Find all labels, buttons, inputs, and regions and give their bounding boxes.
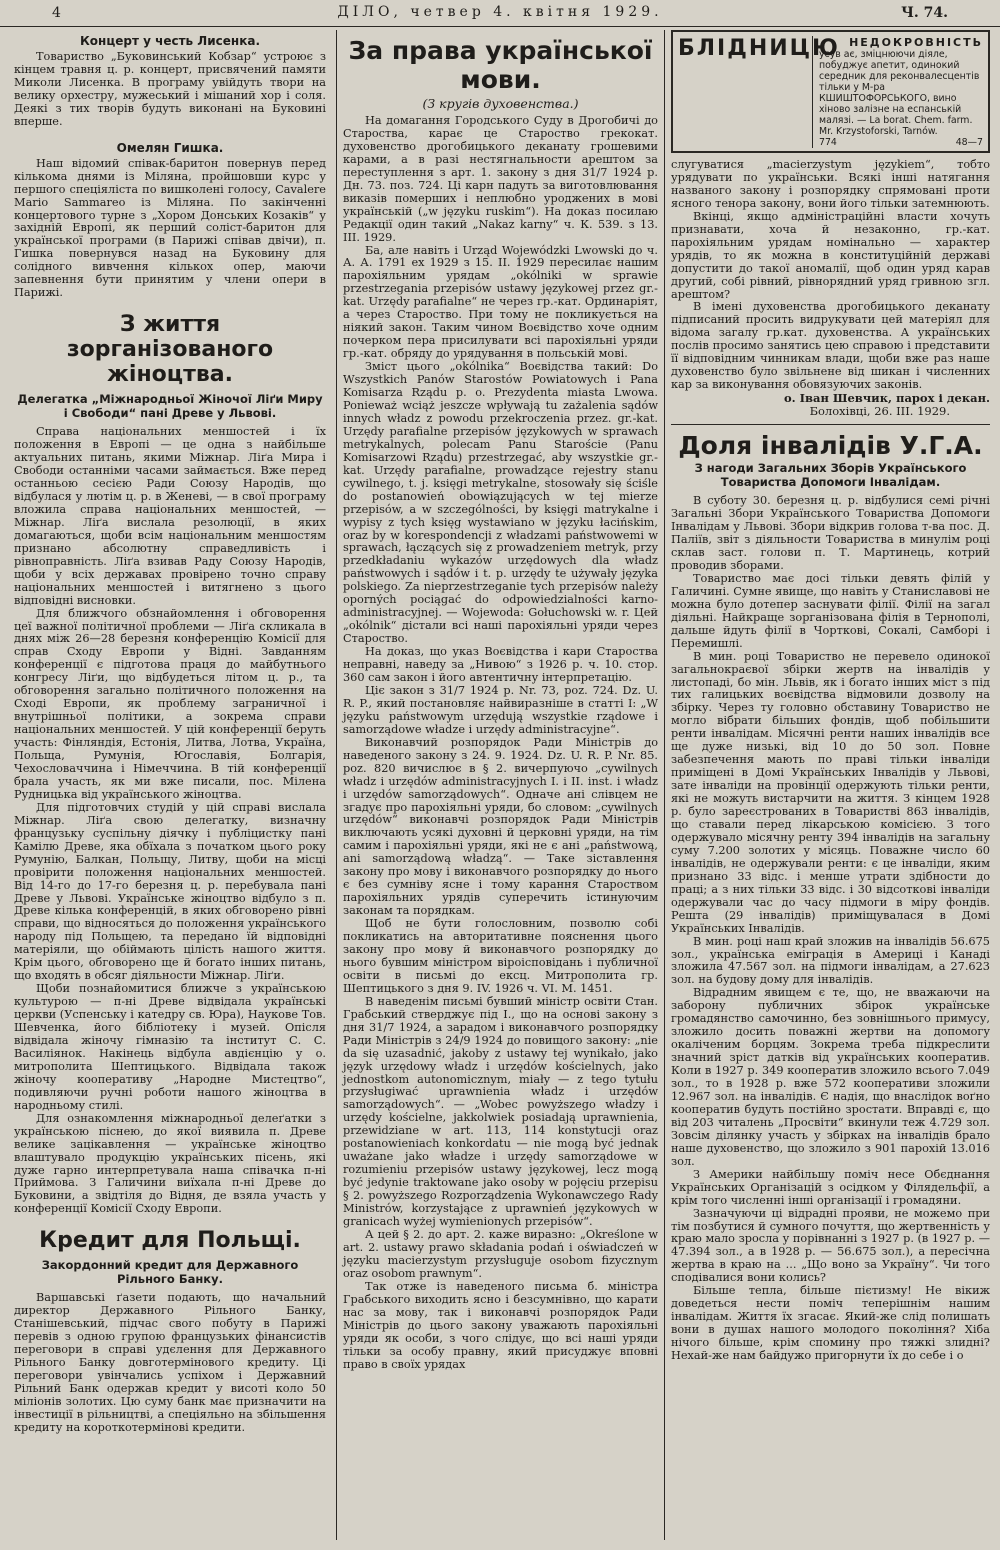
language-rights-headline: За права української мови. bbox=[348, 36, 653, 94]
language-paragraph: А цей § 2. до арт. 2. каже виразно: „Określone w art. 2. ustawy prawo składania podań i oświadczeń w języku macierzystym przysługuje osobom fizycznym oraz osobom prawnym“. bbox=[343, 1227, 658, 1280]
invalids-paragraph: В мин. році наш край зложив на інвалідів 56.675 зол., українська еміграція в Америці і Канаді зложила 47.567 зол. на підмоги інвалідам, а 27.623 зол. на будову дому для інвалідів. bbox=[671, 934, 990, 987]
invalids-paragraph: Більше тепла, більше пієтизму! Не вікиж доведеться нести поміч теперішнім нашим інвалідам. Життя їх згасає. Який-же слід полишать вони в душах нашого молодого покоління? Хіба нічого більше, крім спомину про тяжкі злидні? Нехай-же нам байдужо пригорнути їх до себе і о bbox=[671, 1284, 990, 1363]
place-date: Болохівці, 26. ІІІ. 1929. bbox=[809, 404, 950, 419]
language-paragraph: Щоб не бути голословним, позволю собі покликатись на авторитативне пояснення цього закону про мову й виконавчого розпорядку до нього бувшим міністром віроісповідань і публичної освіти в письмі до ексц. Митрополита гр. Шептицького з дня 9. IV. 1926 ч. VI. М. 1451. bbox=[343, 917, 658, 995]
invalids-paragraph: Товариство має досі тільки девять філій у Галичині. Сумне явище, що навіть у Станиславові не можна було дотепер заснувати філії. Філії на загал діяльні. Найкраще зорганізована філія в Тернополі, дальше йдуть філії в Чорткові, Сокалі, Самборі і Перемишлі. bbox=[671, 571, 990, 650]
women-subheadline: Делегатка „Міжнародньої Жіночої Ліґи Миру і Свободи“ пані Древе у Львові. bbox=[17, 392, 323, 420]
women-paragraph: Для ознакомлення міжнародньої делеґатки з українською піснею, до якої виявила п. Древе велике зацікавлення — українське жіноцтво влаштувало продукцію українських пісень, які дуже гарно интерпретувала наша співачка п-ні Приймова. З Галичини виїхала п-ні Древе до Буковини, а звідтіля до Відня, де взяла участь у конференції Комісії Сходу Европи. bbox=[14, 1111, 326, 1216]
women-paragraph: Справа національних меншостей і їх положення в Европі — це одна з найбільше актуальних питань, якими Міжнар. Ліґа Мира і Свободи останніми часами займається. Вже перед останньою сесією Ради Союзу Народів, що відбулася у лютім ц. р. в Женеві, — в свої програму вложила справа національних меншостей, — Міжнар. Ліґа вислала резолюції, в яких домагаються, щоби всім національним меншостям признано абсолютну справедливість і рівноправність. Ліґа взивав Раду Союзу Народів, щоби у всіх державах провірено точно справу національних меншостей і витягнено з цього відповідні висновки. bbox=[14, 425, 326, 607]
invalids-subheadline: З нагоди Загальних Зборів Українського Товариства Допомоги Інвалідам. bbox=[694, 461, 967, 489]
ad-code-left: 774 bbox=[819, 137, 837, 148]
ad-headline: НЕДОКРОВНІСТЬ bbox=[849, 36, 983, 49]
women-paragraph: Щоби познайомитися ближче з українською культурою — п-ні Древе відвідала українські церкви (Успенську і катедру св. Юра), Наукове Тов. Шевченка, його бібліотеку і музей. Опісля відвідала жіночу гімназію та інститут С. С. Василіянок. Накінець відбула авдієнцію у о. митрополита Шептицького. Відвідала також жіночу кооперативу „Народне Мистецтво“, подивляючи ручні роботи нашого жіноцтва в народньому стилі. bbox=[14, 982, 326, 1112]
credit-subheadline: Закордонний кредит для Державного Рільного Банку. bbox=[41, 1258, 299, 1286]
language-paragraph: На доказ, що указ Воєвідства і кари Староства неправні, наведу за „Нивою“ з 1926 р. ч. 10. стор. 360 сам закон і його автентичну інтерпретацію. bbox=[343, 645, 658, 684]
language-paragraph: Зміст цього „okólnika“ Воєвідства такий: Do Wszystkich Panów Starostów Powiatowych i Pana Komisarza Rządu p. o. Prezydenta miasta Lwowa. Ponieważ wciąż jeszcze wpływają tu zażalenia sądów innych władz z powodu przekroczenia przez. gr.-kat. Urzędy parafialne przepisów językowych w sprawach metrykalnych, polecam Panu Staroście (Panu Komisarzowi Rządu) przestrzegać, aby wszystkie gr.-kat. Urzędy parafialne, prowadzące rejestry stanu cywilnego, t. j. księgi metrykalne, stosowały się ściśle do postanowień obowiązujących w tej mierze przepisów, a w szczególności, by księgi matrykalne i wypisy z tych księg wystawiano w języku łacińskim, oraz by w korespondencji z władzami państwowemi w sprawach, łączących się z prowadzeniem metryk, przy przedkładaniu wykazów urzędowych dla władz państwowych i sądów i t. p. urzędy te używały języka polskiego. Za nieprzestrzeganie tych przepisów należy oporných pociągać do odpowiedzialności karno-administracyjnej. — Wojewoda: Gołuchowski w. r. Цей „okólnik“ дістали всі наші парохіяльні уряди через Староство. bbox=[343, 360, 658, 646]
column-middle bbox=[336, 30, 658, 1540]
language-paragraph: Так отже із наведеного письма б. міністра Грабського виходить ясно і безсумнівно, що карати нас за мову, так і виконавчі розпорядок Ради Міністрів до цього закону уважають парохіяльні уряди як особи, з чого слідує, що всі наші уряди тільки за особу правну, який присуджує вповні право в своїх урядах bbox=[343, 1279, 658, 1371]
ad-code-right: 48—7 bbox=[955, 137, 983, 148]
credit-article: Варшавські ґазети подають, що начальний директор Державного Рільного Банку, Станішевський, підчас свого побуту в Парижі перевів з одною групою французьких фінансистів переговори в справі удєлення для Державного Рільного Банку довготермінового кредиту. Ці переговори увінчались успіхом і Державний Рільний Банк одержав кредит у висоті коло 50 міліонів золотих. Цю суму банк має призначити на інвестиції в рільництві, а спеціяльно на збільшення кредиту на короткотермінові кредити. bbox=[14, 1291, 326, 1434]
concert-headline: Концерт у честь Лисенка. bbox=[79, 34, 261, 48]
ad-text: усув ає, зміцнюючи діяле, побуджує апетит, одинокий середник для реконвалесцентів тільки у М-ра КШИШТОФОРСЬКОГО, вино хіново залізне на еспанській малязі. — La borat. Chem. farm. Mr. Krzystoforski, Tarnów. bbox=[819, 49, 980, 137]
column-left bbox=[14, 30, 326, 1540]
women-paragraph: Для ближчого обзнайомлення і обговорення цеї важної політичної проблеми — Ліґа скликала в днях між 26—28 березня конференцію Комісії для справ Сходу Европи у Відні. Завданням конференції є підготова праця до майбутнього конгресу Ліґи, що відбудеться літом ц. р., та обговорення загально політичного положення на Сході Европи, як проблему заграничної і внутрішньої політики, а зокрема справи національних меншостей. У цій конференції беруть участь: Фінляндія, Естонія, Литва, Лотва, Україна, Польща, Румунія, Югославія, Болгарія, Чехословаччина і Німеччина. В тій конференції брала участь, як ми вже писали, пос. Мілена Рудницька від українського жіноцтва. bbox=[14, 606, 326, 801]
language-continuation: Вкінці, якщо адміністраційні власти хочуть признавати, хоча й незаконно, гр.-кат. парохіяльним урядам номінально — характер урядів, то як можна в конституційній державі допустити до такої аномалії, щоб один уряд карав другий, собі рівний, рівнорядний уряд гривною згл. арештом? bbox=[671, 209, 990, 301]
column-right bbox=[664, 30, 990, 1540]
language-continuation: слугуватися „macierzystym językiem“, тобто урядувати по українськи. Всякі інші натягання названого закону і розпорядку спрямовані проти ясного тенора закону, вони його тільки затемнюють. bbox=[671, 158, 990, 210]
language-paragraph: Виконавчий розпорядок Ради Міністрів до наведеного закону з 24. 9. 1924. Dz. U. R. P. Nr. 85. poz. 820 вичислює в § 2. вичерпуючо „cywilnych władz i urzędów administracyjnych І. і ІІ. inst. i władz i urzędów samorządowych“. Одначе ані слівцем не згадує про парохіяльні уряди, бо словом: „cywilnych urzędów“ виконавчі розпорядок Ради Міністрів виключають усякі духовні й церковні уряди, на тім самим і парохіяльні уряди, які не є ані „państwową, ani samorządową władzą“. — Таке зіставлення закону про мову і виконавчого розпорядку до нього є без сумніву ясне і тому карання Староством парохіяльних урядів суперечить істинуючим законам та порядкам. bbox=[343, 735, 658, 918]
invalids-paragraph: Відрадним явищем є те, що, не вважаючи на заборону публичних збірок українське громадянство самочинно, без зовнішнього примусу, зложило досить поважні жертви на допомогу окаліченим борцям. Зокрема треба підкреслити значний зріст датків від українських кооператив. Коли в 1927 р. 349 кооператив зложило всього 7.049 зол., то в 1928 р. вже 572 кооперативи зложили 12.967 зол. на інвалідів. Є надія, що внаслідок воґно кооператив будуть постійно зростати. Вправді є, що від 203 читалень „Просвіти“ вкинули теж 4.729 зол. Зовсім ділянку участь у збірках на інвалідів брало наше духовенство, що зложило з 901 парохій 13.016 зол. bbox=[671, 986, 990, 1168]
language-continuation: В імені духовенства дрогобицького деканату підписаний просить видрукувати цей матеріял для відома загалу гр.кат. духовенства. А українських послів просимо занятись цею справою і представити її відповідним чинникам влади, щоби вже раз наше духовенство було звільнене від шикан і численних кар за виконування обовязуючих законів. bbox=[671, 300, 990, 392]
masthead: ДІЛО, четвер 4. квітня 1929. bbox=[337, 4, 663, 20]
concert-article: Товариство „Буковинський Кобзар“ устроює з кінцем травня ц. р. концерт, присвячений памяти Миколи Лисенка. В програму увійдуть твори на велику орхестру, мужеський і мішаний хор і соля. Деякі з тих творів будуть виконані на Буковині вперше. bbox=[14, 50, 326, 128]
gyshka-headline: Омелян Гишка. bbox=[116, 140, 224, 155]
signature: о. Іван Шевчик, парох і декан. bbox=[783, 391, 990, 406]
credit-headline: Кредит для Польщі. bbox=[39, 1228, 301, 1254]
women-paragraph: Для підготовчих студій у цій справі вислала Міжнар. Ліґа свою делегатку, визначну французьку суспільну діячку і публіцистку пані Камілю Древе, яка обїхала з початком цього року Румунію, Балкан, Польщу, Литву, щоби на місці провірити положення національних меншостей. Від 14-го до 17-го березня ц. р. перебувала пані Древе у Львові. Українське жіноцтво відбуло з п. Древе кілька конференцій, в яких обговорено рівні справи, що відносяться до положення українського народу під Польщею, та передано їй відповідні матеріяли, що обіймають цілість нашого життя. Крім цього, обговорено ще й богато інших питань, що входять в обсяг діяльности Міжнар. Ліґи. bbox=[14, 800, 326, 983]
language-paragraph: В наведенім письмі бувший міністр освіти Стан. Грабський стверджує під І., що на основі закону з дня 31/7 1924, а зарадом і виконавчого розпорядку Ради Міністрів з 24/9 1924 до повищого закону: „nie da się uzasadnić, jakoby z ustawy tej wynikało, jako język urzędowy władz i urzędów kościelnych, jako jednostkom autonomicznym, miały — z tego tytułu przysługiwać uprawnienia władz i urzędów samorządowych“. — „Wobec powyższego władzy i urzędy kościelne, jakkolwiek posiadają uprawnienia, przewidziane w art. 113, 114 konstytucji oraz postanowieniach konkordatu — nie mogą być jednak uważane jako władze i urzędy samorządowe w rozumieniu przepisów ustawy językowej, lecz mogą być jedynie traktowane jako osoby w pojęciu przepisu § 2. powyższego Rozporządzenia Wykonawczego Rady Ministrów, korzystające z uprawnień językowych w granicach wyżej wymienionych przepisów“. bbox=[343, 994, 658, 1229]
invalids-paragraph: В суботу 30. березня ц. р. відбулися семі річні Загальні Збори Українського Товариства Допомоги Інвалідам у Львові. Збори відкрив голова т-ва пос. Д. Паліїв, звіт з діяльности Товариства в минулім році склав заст. голови п. Т. Мартинець, котрий проводив зборами. bbox=[671, 494, 990, 572]
language-paragraph: На домагання Городського Суду в Дрогобичі до Староства, карає це Староство грекокат. духовенство дрогобицького деканату грошевими карами, а в разі нестягнальности арештом за переступлення з арт. 1. закону з дня 31/7 1924 р. Дн. 73. поз. 724. Ці карн падуть за виготовлювання виказів померших і неплюбно уроджених в мові українській („w języku ruskim“). На доказ посилаю Редакції один такий „Nakaz karny“ ч. К. 539. з 13. ІІІ. 1929. bbox=[343, 114, 658, 244]
invalids-paragraph: Зазначуючи ці відрадні прояви, не можемо при тім позбутися й сумного почуття, що жертвенність у краю мало зросла у порівнанні з 1927 р. (в 1927 р. — 47.394 зол., а в 1928 р. — 56.675 зол.), а пересічна жертва в краю на ... „Що воно за Україну“. Чи того сподівалися вони колись? bbox=[671, 1206, 990, 1285]
gyshka-article: Наш відомий співак-баритон повернув перед кількома днями із Міляна, пройшовши курс у першого спеціяліста по вишколені голосу, Cavalere Mario Sammareo із Міляна. По закінченні концертового турне з „Хором Донських Козаків“ у західній Европі, як перший соліст-баритон для української програми (в Парижі співав двічи), п. Гишка повернувся назад на Буковину для солідного вивчення кількох опер, маючи запевнення бути принятим у члени опери в Парижі. bbox=[14, 156, 326, 300]
invalids-headline: Доля інвалідів У.Г.А. bbox=[678, 431, 983, 461]
running-header bbox=[0, 0, 1000, 27]
issue-number: Ч. 74. bbox=[901, 5, 948, 21]
invalids-paragraph: В мин. році Товариство не перевело одинокої загальнокраєвої збірки жертв на інвалідів у листопаді, бо мін. Львів, як і богато інших міст з під тих галицьких воєвідства відмовили дозволу на збірку. Через ту головно обставину Товариство не могло вібрати більших фондів, щоб побільшити ренти інвалідам. Місячні ренти наших інвалідів все ще дуже низькі, від 10 до 50 зол. Повне забезпечення мають по праві тільки інваліди приміщені в Домі Українських Інвалідів у Львові, зате інваліди на провінції одержують тільки ренти, які не можуть вистарчити на життя. З кінцем 1928 р. було зареєстрованих в Товаристві 863 інвалідів, що ставали перед лікарською комісією. З того одержувало місячну ренту 394 інвалідів на загальну суму 7.200 золотих у місяць. Поважне число 60 інвалідів, не одержували ренти: є це інваліди, яким признано 33 відс. і менше утрати здібности до праці; а з них тільки 33 відс. і 30 відсоткові інваліди одержували час до часу підмоги в міру фондів. Решта (29 інвалідів) приміщувалася в Домі Українських Інвалідів. bbox=[671, 649, 990, 935]
page-number: 4 bbox=[52, 5, 61, 21]
invalids-paragraph: З Америки найбільшу поміч несе Обєднання Українських Організацій з осідком у Філядельфії, а крім того численні інші організації і громадяни. bbox=[671, 1167, 990, 1207]
pharmacy-advertisement bbox=[671, 30, 990, 153]
women-headline: З життя зорганізованого жіноцтва. bbox=[66, 312, 274, 388]
ad-wordmark: БЛІДНИЦЮ bbox=[678, 36, 813, 148]
language-paragraph: Ціє закон з 31/7 1924 р. Nr. 73, poz. 724. Dz. U. R. P., який постановляє найвиразніше в статті І: „W języku państwowym urzędują wszystkie rządowe i samorządowe władze i urzędy administracyjne“. bbox=[343, 683, 658, 736]
language-paragraph: Ба, але навіть і Urząd Wojewódzki Lwowski до ч. А. А. 1791 ех 1929 з 15. ІІ. 1929 пересилає нашим парохіяльним урядам „okólniki w sprawie przestrzegania przepisów ustawy językowej przez gr.-kat. Urzędy parafialne“ не через гр.-кат. Ординаріят, а через Староство. При тому не покликується на ніякий закон. Таким чином Воєвідство хоче одним почерком пера присилувати всі парохіяльні уряди гр.-кат. обряду до урядування в польській мові. bbox=[343, 243, 658, 361]
language-rights-subtitle: (З кругів духовенства.) bbox=[422, 96, 579, 111]
